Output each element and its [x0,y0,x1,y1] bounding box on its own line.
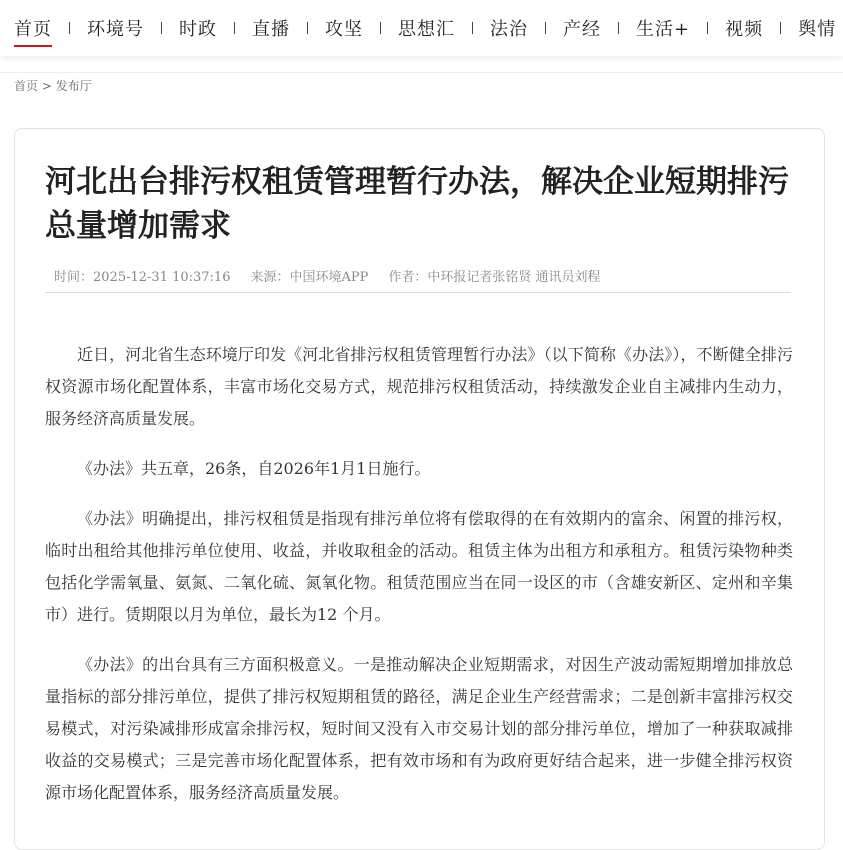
nav-item[interactable]: 生活+ [636,19,691,40]
nav-item[interactable]: 环境号 [87,19,144,40]
nav-item[interactable]: 思想汇 [398,19,455,40]
article-paragraph: 《办法》明确提出，排污权租赁是指现有排污单位将有偿取得的在有效期内的富余、闲置的排污权，临时出租给其他排污单位使用、收益，并收取租金的活动。租赁主体为出租方和承租方。租赁污染物种类包括化学需氧量、氨氮、二氧化硫、氮氧化物。租赁范围应当在同一设区的市（含雄安新区、定州和辛集市）进行。赁期限以月为单位，最长为12 个月。 [45,509,793,624]
nav-item[interactable]: 产经 [563,19,601,40]
article-title: 河北出台排污权租赁管理暂行办法，解决企业短期排污总量增加需求 [45,164,789,244]
article-paragraph: 《办法》共五章，26条，自2026年1月1日施行。 [77,459,431,478]
nav-items [0,15,836,41]
nav-separator [69,22,70,34]
nav-separator [472,22,473,34]
nav-item[interactable]: 视频 [725,19,764,40]
article-author: 作者：中环报记者张铭贤 通讯员刘程 [388,270,601,285]
nav-separator [707,22,708,34]
nav-item[interactable]: 舆情 [798,19,837,40]
nav-separator [380,22,381,34]
nav-separator [161,22,162,34]
nav-item[interactable]: 时政 [179,19,217,40]
nav-separator [618,22,619,34]
nav-separator [307,22,308,34]
nav-divider [0,72,843,73]
meta-divider [45,292,791,293]
nav-separator [780,22,781,34]
breadcrumb-home-link[interactable]: 首页 [14,79,39,93]
article-paragraph: 《办法》的出台具有三方面积极意义。一是推动解决企业短期需求，对因生产波动需短期增加排放总量指标的部分排污单位，提供了排污权短期租赁的路径，满足企业生产经营需求；二是创新丰富排污权交易模式，对污染减排形成富余排污权，短时间又没有入市交易计划的部分排污单位，增加了一种获取减排收益的交易模式；三是完善市场化配置体系，把有效市场和有为政府更好结合起来，进一步健全排污权资源市场化配置体系，服务经济高质量发展。 [45,655,793,802]
nav-item[interactable]: 攻坚 [325,19,363,40]
nav-item[interactable]: 首页 [14,15,52,41]
nav-separator [234,22,235,34]
article-meta [54,266,601,285]
article-body [45,339,793,827]
breadcrumb-current-link[interactable]: 发布厅 [55,79,92,93]
breadcrumb-separator: > [41,79,52,93]
nav-item[interactable]: 法治 [490,19,528,40]
article-paragraph: 近日，河北省生态环境厅印发《河北省排污权租赁管理暂行办法》（以下简称《办法》），不断健全排污权资源市场化配置体系，丰富市场化交易方式，规范排污权租赁活动，持续激发企业自主减排内生动力，服务经济高质量发展。 [45,345,793,428]
nav-item[interactable]: 直播 [252,19,290,40]
nav-separator [545,22,546,34]
top-navigation [0,0,843,56]
breadcrumb [14,77,92,94]
publish-time: 时间：2025-12-31 10:37:16 [54,270,231,285]
article-source: 来源：中国环境APP [250,270,369,285]
